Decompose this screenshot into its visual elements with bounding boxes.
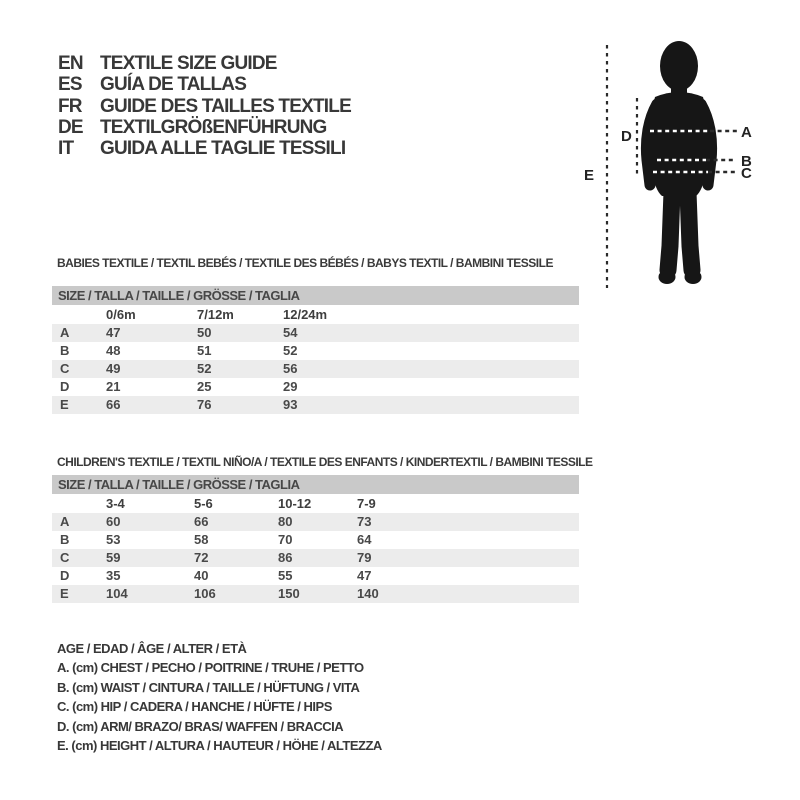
table-cell: 56 [283,361,298,376]
table-cell: 72 [194,550,209,565]
table-cell: 60 [106,514,121,529]
table-row [52,342,579,360]
measure-label-height: E [584,167,595,184]
table-cell: 104 [106,586,128,601]
table-cell: 29 [283,379,298,394]
measurement-legend [57,639,382,755]
table-cell: 86 [278,550,293,565]
table-cell: 52 [197,361,212,376]
row-label: E [60,586,69,601]
table-cell: 48 [106,343,121,358]
row-label: A [60,325,70,340]
measure-label-hip: C [741,165,752,182]
row-label: B [60,343,70,358]
corner-cell [52,305,106,324]
lang-label: TEXTILE SIZE GUIDE [100,53,277,74]
table-cell: 150 [278,586,300,601]
table-row [52,531,579,549]
table-row [52,378,579,396]
column-header: 5-6 [194,496,213,511]
lang-label: GUIDE DES TAILLES TEXTILE [100,95,351,117]
legend-line-height: E. (cm) HEIGHT / ALTURA / HAUTEUR / HÖHE / ALTEZZA [57,738,382,754]
measure-label-waist: B [741,153,752,170]
row-label: C [60,550,70,565]
table-cell: 21 [106,379,121,394]
row-label: D [60,379,70,394]
table-cell: 58 [194,532,209,547]
table-cell: 49 [106,361,121,376]
table-cell: 140 [357,586,379,601]
lang-label: GUÍA DE TALLAS [100,74,247,96]
babies-size-header-bar: SIZE / TALLA / TAILLE / GRÖSSE / TAGLIA [52,286,579,305]
table-cell: 59 [106,550,121,565]
table-cell: 25 [197,379,212,394]
table-cell: 66 [194,514,209,529]
lang-code: FR [58,95,82,117]
table-cell: 47 [357,568,372,583]
lang-label: TEXTILGRÖßENFÜHRUNG [100,116,327,138]
lang-label: GUIDA ALLE TAGLIE TESSILI [100,138,346,160]
table-cell: 106 [194,586,216,601]
table-row [52,324,579,342]
children-section-title: CHILDREN'S TEXTILE / TEXTIL NIÑO/A / TEXTILE DES ENFANTS / KINDERTEXTIL / BAMBINI TESSILE [57,455,593,469]
column-header: 7/12m [197,307,234,322]
corner-cell [52,494,106,513]
table-cell: 73 [357,514,372,529]
legend-line-hip: C. (cm) HIP / CADERA / HANCHE / HÜFTE / HIPS [57,699,332,715]
babies-section-title: BABIES TEXTILE / TEXTIL BEBÉS / TEXTILE DES BÉBÉS / BABYS TEXTIL / BAMBINI TESSILE [57,256,553,270]
table-cell: 35 [106,568,121,583]
table-cell: 52 [283,343,298,358]
lang-row-fr [58,96,351,117]
column-header: 0/6m [106,307,136,322]
column-header: 12/24m [283,307,328,322]
table-cell: 50 [197,325,212,340]
legend-line-arm: D. (cm) ARM/ BRAZO/ BRAS/ WAFFEN / BRACCIA [57,718,344,734]
children-table [52,475,579,603]
table-cell: 51 [197,343,212,358]
babies-table [52,286,579,414]
row-label: B [60,532,70,547]
children-column-header-row [52,494,579,513]
table-row [52,549,579,567]
table-cell: 47 [106,325,121,340]
table-cell: 79 [357,550,372,565]
lang-row-it [58,138,351,159]
measure-label-arm: D [621,128,632,145]
table-row [52,585,579,603]
table-row [52,396,579,414]
lang-row-es [58,74,351,95]
table-cell: 64 [357,532,372,547]
row-label: A [60,514,70,529]
lang-code: ES [58,74,82,96]
lang-code: DE [58,116,83,138]
table-cell: 66 [106,397,121,412]
row-label: D [60,568,70,583]
lang-code: EN [58,53,83,74]
table-cell: 53 [106,532,121,547]
language-title-block [58,53,351,159]
row-label: C [60,361,70,376]
table-row [52,513,579,531]
table-cell: 54 [283,325,298,340]
measurement-figure [555,18,800,308]
table-row [52,360,579,378]
lang-code: IT [58,138,74,160]
table-row [52,567,579,585]
table-cell: 76 [197,397,212,412]
lang-row-en [58,53,351,74]
children-size-header-bar: SIZE / TALLA / TAILLE / GRÖSSE / TAGLIA [52,475,579,494]
babies-column-header-row [52,305,579,324]
legend-line-waist: B. (cm) WAIST / CINTURA / TAILLE / HÜFTUNG / VITA [57,679,360,695]
child-silhouette-icon [555,18,800,308]
lang-row-de [58,117,351,138]
table-cell: 93 [283,397,298,412]
table-cell: 80 [278,514,293,529]
measure-label-chest: A [741,124,752,141]
table-cell: 70 [278,532,293,547]
row-label: E [60,397,69,412]
column-header: 3-4 [106,496,125,511]
column-header: 7-9 [357,496,376,511]
table-cell: 40 [194,568,209,583]
legend-line-chest: A. (cm) CHEST / PECHO / POITRINE / TRUHE / PETTO [57,660,364,676]
column-header: 10-12 [278,496,312,511]
legend-line-age: AGE / EDAD / ÂGE / ALTER / ETÀ [57,641,247,656]
table-cell: 55 [278,568,293,583]
